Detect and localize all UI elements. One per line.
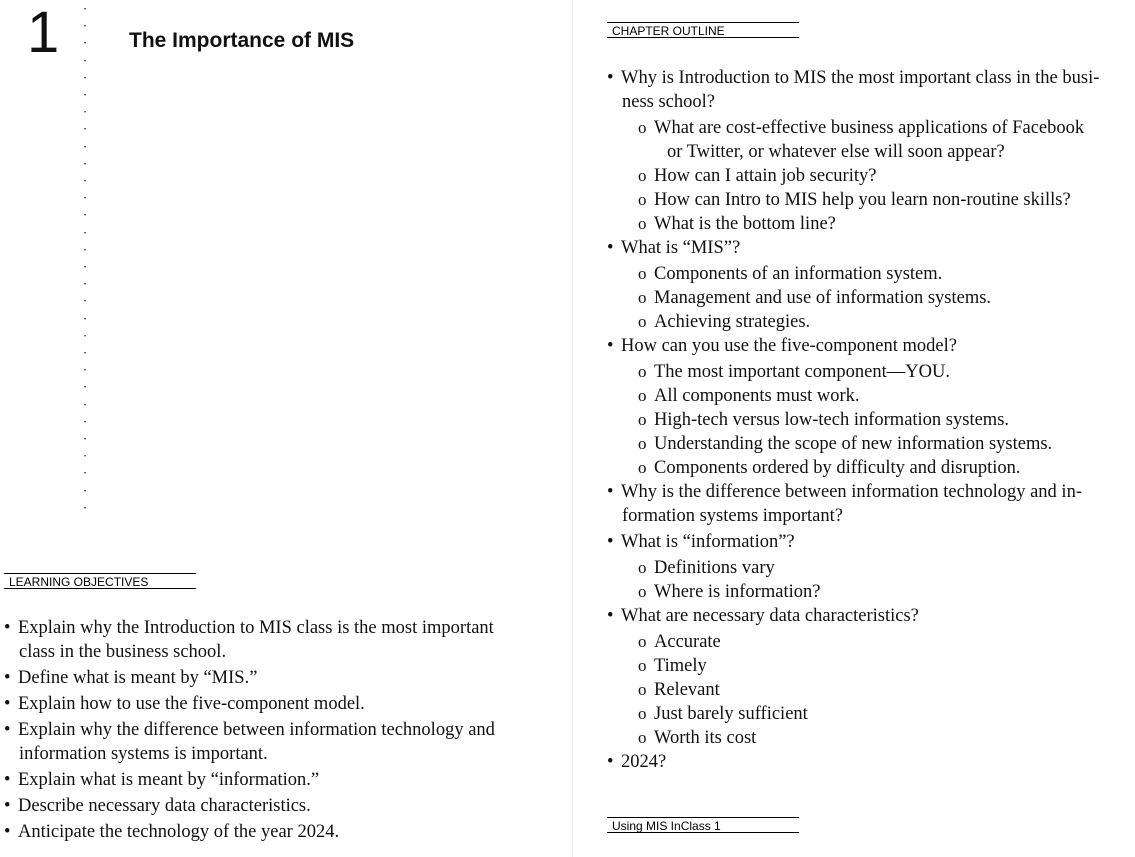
outline-subtext: Understanding the scope of new information systems.	[654, 434, 1053, 454]
outline-subitem	[607, 432, 1135, 456]
rule-dot: ·	[82, 276, 88, 292]
outline-text: What is “MIS”?	[621, 238, 741, 258]
outline-subitem	[607, 116, 1135, 164]
circle-bullet-icon: o	[638, 434, 647, 453]
bullet-icon: •	[607, 752, 614, 772]
outline-subtext: High-tech versus low-tech information systems.	[654, 410, 1010, 430]
circle-bullet-icon: o	[638, 704, 647, 723]
outline-text-continued: formation systems important?	[622, 506, 843, 526]
rule-dot: ·	[82, 482, 88, 498]
outline-text: What are necessary data characteristics?	[621, 606, 919, 626]
outline-text-continued: ness school?	[622, 92, 715, 112]
rule-dot: ·	[82, 259, 88, 275]
rule-dot: ·	[82, 413, 88, 429]
learning-objectives-label: LEARNING OBJECTIVES	[4, 573, 196, 589]
outline-subitem	[607, 188, 1135, 212]
objective-text: Describe necessary data characteristics.	[18, 796, 311, 816]
learning-objectives-list	[4, 616, 549, 846]
objective-item	[4, 692, 549, 716]
outline-item	[607, 604, 1135, 628]
outline-item	[607, 66, 1135, 114]
bullet-icon: •	[607, 482, 614, 502]
outline-subitem	[607, 630, 1135, 654]
rule-dot: ·	[82, 310, 88, 326]
outline-subitem	[607, 286, 1135, 310]
outline-subitem	[607, 164, 1135, 188]
circle-bullet-icon: o	[638, 166, 647, 185]
circle-bullet-icon: o	[638, 118, 647, 137]
objective-text: Anticipate the technology of the year 2024.	[18, 822, 340, 842]
rule-dot: ·	[82, 190, 88, 206]
outline-subitem	[607, 678, 1135, 702]
outline-subtext: Timely	[654, 656, 707, 676]
bullet-icon: •	[4, 822, 11, 842]
outline-subtext: Definitions vary	[654, 558, 775, 578]
rule-dot: ·	[82, 207, 88, 223]
rule-dot: ·	[82, 173, 88, 189]
chapter-outline-list	[607, 66, 1135, 776]
outline-item	[607, 480, 1135, 528]
rule-dot: ·	[82, 345, 88, 361]
outline-subtext-continued: or Twitter, or whatever else will soon appear?	[667, 142, 1005, 162]
bullet-icon: •	[4, 796, 11, 816]
outline-subitem	[607, 556, 1135, 580]
rule-dot: ·	[82, 293, 88, 309]
bullet-icon: •	[4, 720, 11, 740]
rule-dot: ·	[82, 138, 88, 154]
outline-subtext: Components of an information system.	[654, 264, 943, 284]
objective-item	[4, 718, 549, 766]
rule-dot: ·	[82, 362, 88, 378]
circle-bullet-icon: o	[638, 558, 647, 577]
outline-subtext: Components ordered by difficulty and disruption.	[654, 458, 1021, 478]
outline-subtext: Worth its cost	[654, 728, 757, 748]
outline-subtext: Where is information?	[654, 582, 821, 602]
outline-subitem	[607, 580, 1135, 604]
outline-text: How can you use the five-component model?	[621, 336, 957, 356]
objective-item	[4, 666, 549, 690]
circle-bullet-icon: o	[638, 264, 647, 283]
objective-text: Define what is meant by “MIS.”	[18, 668, 258, 688]
rule-dot: ·	[82, 379, 88, 395]
circle-bullet-icon: o	[638, 288, 647, 307]
circle-bullet-icon: o	[638, 632, 647, 651]
outline-subtext: Achieving strategies.	[654, 312, 811, 332]
bullet-icon: •	[607, 606, 614, 626]
bullet-icon: •	[607, 68, 614, 88]
outline-subitem	[607, 726, 1135, 750]
footer-label: Using MIS InClass 1	[607, 817, 799, 833]
bullet-icon: •	[4, 694, 11, 714]
circle-bullet-icon: o	[638, 190, 647, 209]
outline-subitem	[607, 310, 1135, 334]
objective-text: Explain why the Introduction to MIS class is the most important	[18, 618, 494, 638]
rule-dot: ·	[82, 327, 88, 343]
outline-subtext: All components must work.	[654, 386, 860, 406]
objective-text: Explain why the difference between information technology and	[18, 720, 495, 740]
outline-text: 2024?	[621, 752, 667, 772]
rule-dot: ·	[82, 499, 88, 515]
outline-subtext: Management and use of information systems.	[654, 288, 992, 308]
outline-item	[607, 334, 1135, 358]
objective-text-continued: information systems is important.	[19, 744, 268, 764]
rule-dot: ·	[82, 121, 88, 137]
objective-item	[4, 616, 549, 664]
bullet-icon: •	[4, 668, 11, 688]
outline-subitem	[607, 408, 1135, 432]
circle-bullet-icon: o	[638, 728, 647, 747]
outline-item	[607, 750, 1135, 774]
rule-dot: ·	[82, 224, 88, 240]
rule-dot: ·	[82, 465, 88, 481]
outline-text: What is “information”?	[621, 532, 795, 552]
outline-subitem	[607, 262, 1135, 286]
outline-subtext: How can Intro to MIS help you learn non-routine skills?	[654, 190, 1071, 210]
circle-bullet-icon: o	[638, 362, 647, 381]
bullet-icon: •	[607, 336, 614, 356]
outline-item	[607, 530, 1135, 554]
circle-bullet-icon: o	[638, 656, 647, 675]
rule-dot: ·	[82, 52, 88, 68]
objective-text: Explain what is meant by “information.”	[18, 770, 320, 790]
rule-dot: ·	[82, 104, 88, 120]
outline-subtext: The most important component—YOU.	[654, 362, 950, 382]
circle-bullet-icon: o	[638, 582, 647, 601]
dotted-rule	[80, 0, 90, 516]
circle-bullet-icon: o	[638, 312, 647, 331]
chapter-title: The Importance of MIS	[129, 29, 355, 52]
outline-subtext: Relevant	[654, 680, 720, 700]
rule-dot: ·	[82, 155, 88, 171]
outline-subtext: Accurate	[654, 632, 721, 652]
outline-subitem	[607, 212, 1135, 236]
rule-dot: ·	[82, 448, 88, 464]
outline-subitem	[607, 702, 1135, 726]
outline-subitem	[607, 456, 1135, 480]
bullet-icon: •	[4, 770, 11, 790]
objective-text: Explain how to use the five-component model.	[18, 694, 365, 714]
rule-dot: ·	[82, 396, 88, 412]
bullet-icon: •	[607, 532, 614, 552]
outline-text: Why is the difference between information technology and in-	[621, 482, 1082, 502]
outline-subtext: What is the bottom line?	[654, 214, 836, 234]
outline-item	[607, 236, 1135, 260]
outline-subitem	[607, 360, 1135, 384]
objective-item	[4, 794, 549, 818]
chapter-number: 1	[27, 0, 60, 65]
rule-dot: ·	[82, 1, 88, 16]
circle-bullet-icon: o	[638, 680, 647, 699]
rule-dot: ·	[82, 87, 88, 103]
rule-dot: ·	[82, 69, 88, 85]
outline-subitem	[607, 654, 1135, 678]
bullet-icon: •	[607, 238, 614, 258]
rule-dot: ·	[82, 241, 88, 257]
objective-text-continued: class in the business school.	[19, 642, 227, 662]
outline-subtext: Just barely sufficient	[654, 704, 808, 724]
rule-dot: ·	[82, 431, 88, 447]
circle-bullet-icon: o	[638, 386, 647, 405]
rule-dot: ·	[82, 35, 88, 51]
chapter-outline-label: CHAPTER OUTLINE	[607, 22, 799, 38]
rule-dot: ·	[82, 18, 88, 34]
circle-bullet-icon: o	[638, 410, 647, 429]
outline-subitem	[607, 384, 1135, 408]
outline-subtext: How can I attain job security?	[654, 166, 877, 186]
outline-text: Why is Introduction to MIS the most important class in the busi-	[621, 68, 1100, 88]
objective-item	[4, 768, 549, 792]
objective-item	[4, 820, 549, 844]
circle-bullet-icon: o	[638, 214, 647, 233]
outline-subtext: What are cost-effective business applications of Facebook	[654, 118, 1085, 138]
circle-bullet-icon: o	[638, 458, 647, 477]
bullet-icon: •	[4, 618, 11, 638]
